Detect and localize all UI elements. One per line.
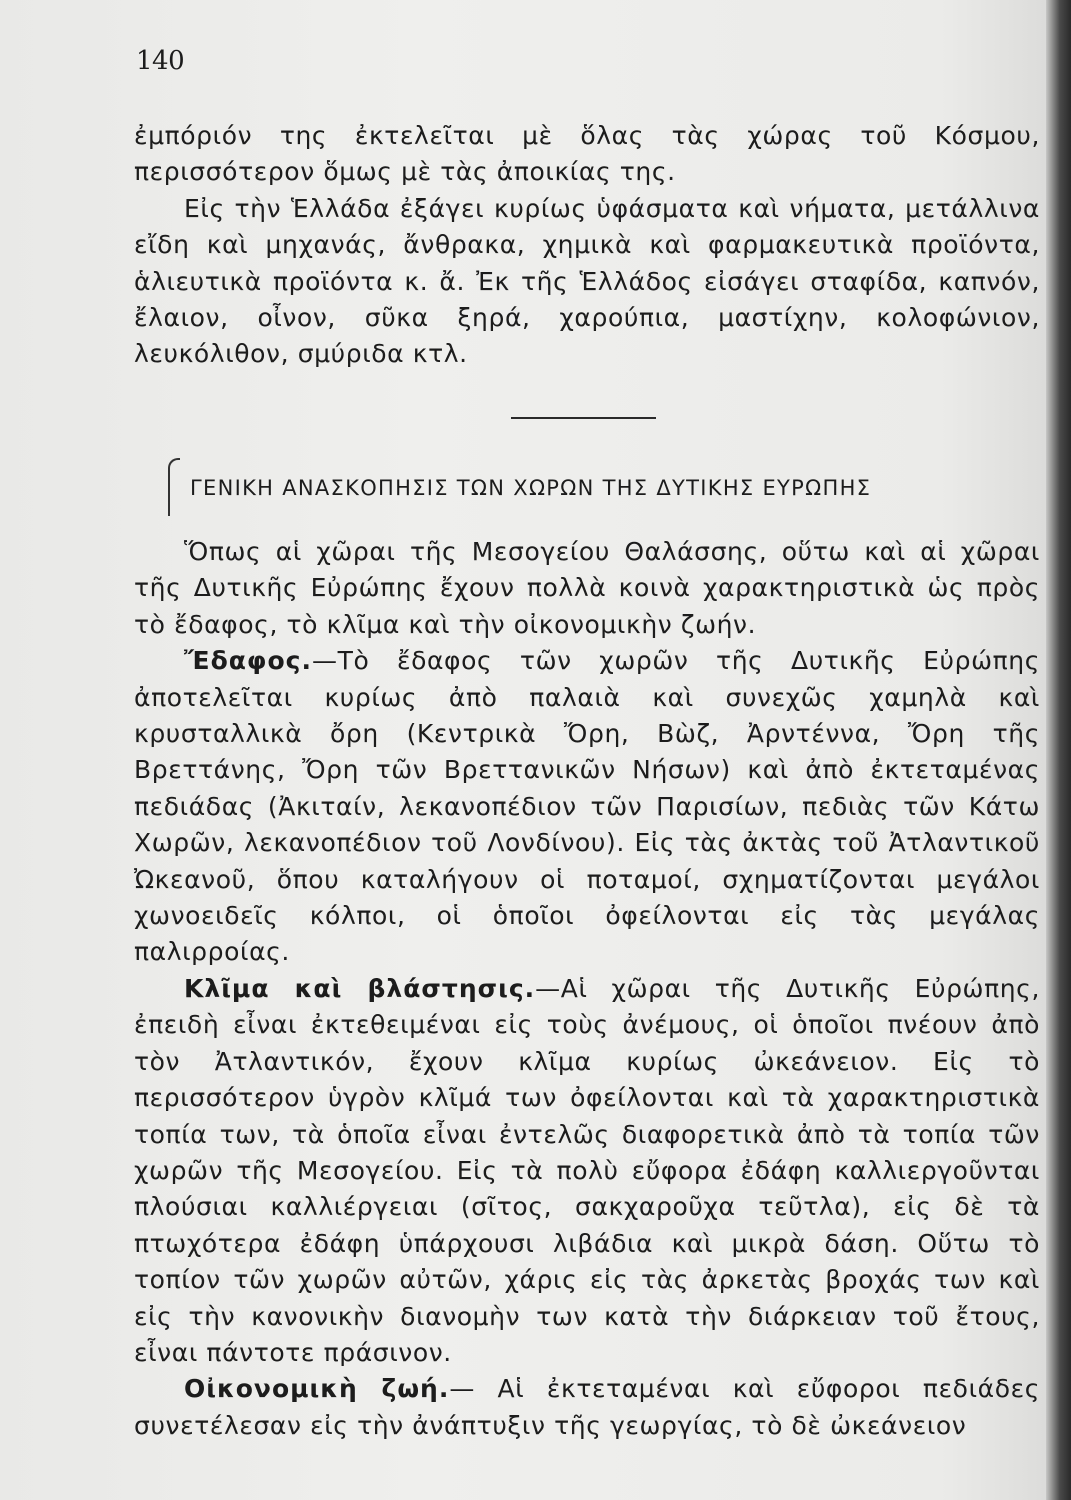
page-edge-shadow	[1046, 0, 1071, 1500]
economy-heading: Οἰκονομικὴ ζωή.	[184, 1374, 450, 1404]
soil-text: —Τὸ ἔδαφος τῶν χωρῶν τῆς Δυτικῆς Εὐρώπης ἀποτελεῖται κυρίως ἀπὸ παλαιὰ καὶ συνεχῶς χαμηλὰ καὶ κρυσταλλικὰ ὄρη (Κεντρικὰ Ὄρη, Βὼζ, Ἀρντέννα, Ὄρη τῆς Βρεττάνης, Ὄρη τῶν Βρεττανικῶν Νήσων) καὶ ἀπὸ ἐκτεταμένας πεδιάδας (Ἀκιταίν, λεκανοπέδιον τῶν Παρισίων, πεδιὰς τῶν Κάτω Χωρῶν, λεκανοπέδιον τοῦ Λονδίνου). Εἰς τὰς ἀκτὰς τοῦ Ἀτλαντικοῦ Ὠκεανοῦ, ὅπου καταλήγουν οἱ ποταμοί, σχηματίζονται μεγάλοι χωνοειδεῖς κόλποι, οἱ ὁποῖοι ὀφείλονται εἰς τὰς μεγάλας παλιρροίας.	[134, 646, 1040, 967]
intro-paragraph-2: Εἰς τὴν Ἑλλάδα ἐξάγει κυρίως ὑφάσματα καὶ νήματα, μετάλλινα εἴδη καὶ μηχανάς, ἄνθρακα, χημικὰ καὶ φαρμακευτικὰ προϊόντα, ἁλιευτικὰ προϊόντα κ. ἄ. Ἐκ τῆς Ἑλλάδος εἰσάγει σταφίδα, καπνόν, ἔλαιον, οἶνον, σῦκα ξηρά, χαρούπια, μαστίχην, κολοφώνιον, λευκόλιθον, σμύριδα κτλ.	[134, 193, 1040, 369]
climate-heading: Κλῖμα καὶ βλάστησις.	[184, 973, 536, 1003]
economy-text: — Αἱ ἐκτεταμέναι καὶ εὔφοροι πεδιάδες συνετέλεσαν εἰς τὴν ἀνάπτυξιν τῆς γεωργίας, τὸ δὲ ὠκεάνειον	[134, 1374, 1040, 1440]
section-intro-paragraph: Ὅπως αἱ χῶραι τῆς Μεσογείου Θαλάσσης, οὕτω καὶ αἱ χῶραι τῆς Δυτικῆς Εὐρώπης ἔχουν πολλὰ κοινὰ χαρακτηριστικὰ ὡς πρὸς τὸ ἔδαφος, τὸ κλῖμα καὶ τὴν οἰκονομικὴν ζωήν.	[134, 537, 1040, 639]
soil-paragraph	[134, 643, 1040, 971]
section-body	[134, 534, 1040, 1444]
section-heading: ΓΕΝΙΚΗ ΑΝΑΣΚΟΠΗΣΙΣ ΤΩΝ ΧΩΡΩΝ ΤΗΣ ΔΥΤΙΚΗΣ ΕΥΡΩΠΗΣ	[190, 476, 872, 500]
section-divider	[511, 417, 656, 419]
climate-paragraph	[134, 971, 1040, 1371]
intro-text	[134, 118, 1040, 373]
climate-text: —Αἱ χῶραι τῆς Δυτικῆς Εὐρώπης, ἐπειδὴ εἶναι ἐκτεθειμέναι εἰς τοὺς ἀνέμους, οἱ ὁποῖοι πνέουν ἀπὸ τὸν Ἀτλαντικόν, ἔχουν κλῖμα κυρίως ὠκεάνειον. Εἰς τὸ περισσότερον ὑγρὸν κλῖμά των ὀφείλονται καὶ τὰ χαρακτηριστικὰ τοπία των, τὰ ὁποῖα εἶναι ἐντελῶς διαφορετικὰ ἀπὸ τὰ τοπία τῶν χωρῶν τῆς Μεσογείου. Εἰς τὰ πολὺ εὔφορα ἐδάφη καλλιεργοῦνται πλούσιαι καλλιέργειαι (σῖτος, σακχαροῦχα τεῦτλα), εἰς δὲ τὰ πτωχότερα ἐδάφη ὑπάρχουσι λιβάδια καὶ μικρὰ δάση. Οὕτω τὸ τοπίον τῶν χωρῶν αὐτῶν, χάρις εἰς τὰς ἀρκετὰς βροχάς των καὶ εἰς τὴν κανονικὴν διανομὴν των κατὰ τὴν διάρκειαν τοῦ ἔτους, εἶναι πάντοτε πράσινον.	[134, 973, 1041, 1367]
margin-bracket-mark	[168, 458, 180, 516]
soil-heading: Ἔδαφος.	[184, 646, 312, 676]
page-number: 140	[136, 46, 185, 76]
economy-paragraph	[134, 1371, 1040, 1444]
intro-paragraph-1: ἐμπόριόν της ἐκτελεῖται μὲ ὅλας τὰς χώρας τοῦ Κόσμου, περισσότερον ὅμως μὲ τὰς ἀποικίας της.	[134, 121, 1040, 187]
